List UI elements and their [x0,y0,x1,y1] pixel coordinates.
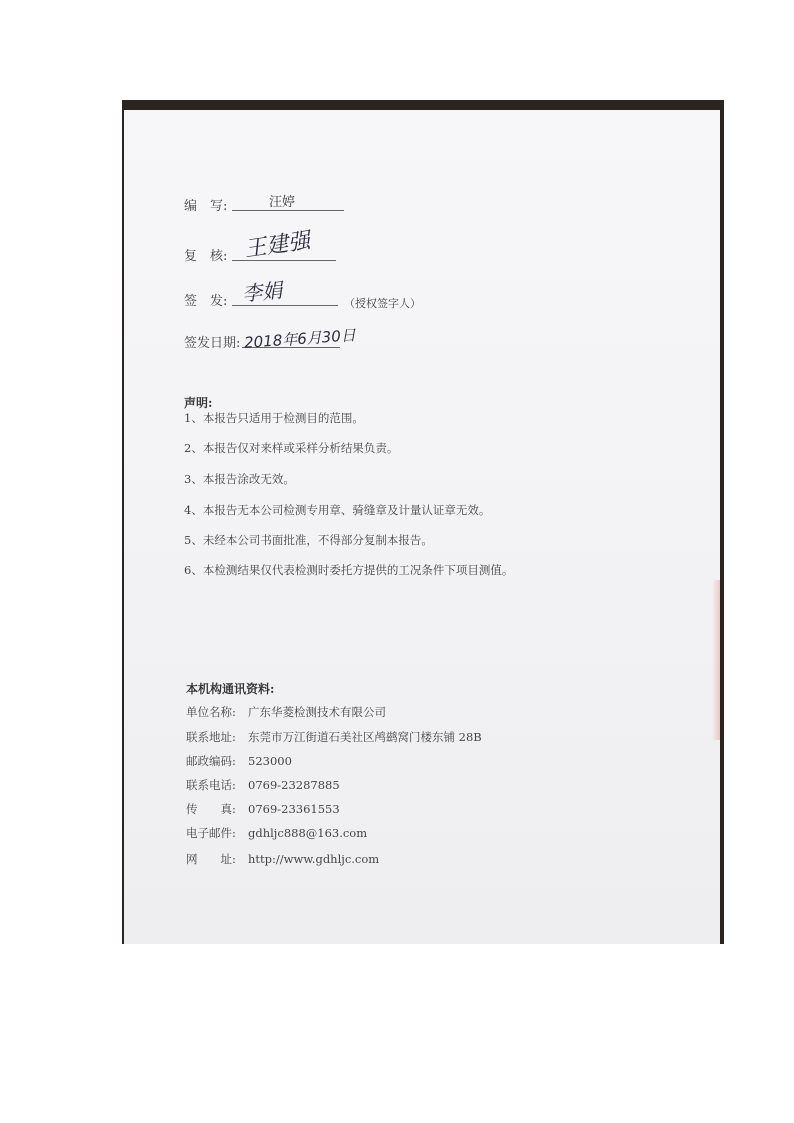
issuer-note: （授权签字人） [344,297,421,310]
document-photo [122,100,724,944]
seal-edge-mark [712,580,720,740]
contact-row [186,704,386,720]
issuer-label: 签 发: [184,294,228,309]
issuer-row [184,290,227,309]
contact-value: 广东华菱检测技术有限公司 [248,705,386,719]
contact-value: 0769-23287885 [248,778,340,792]
contact-value: 523000 [248,754,292,768]
contact-label: 单位名称: [186,705,236,719]
contact-row [186,825,367,841]
contact-label: 电子邮件: [186,826,236,840]
contact-title: 本机构通讯资料: [186,682,275,696]
contact-row [186,729,482,745]
editor-name: 汪婷 [269,195,296,210]
reviewer-row [184,245,227,264]
statement-item-2: 2、本报告仅对来样或采样分析结果负责。 [184,441,399,455]
contact-value: http://www.gdhljc.com [248,852,380,866]
statement-item-5: 5、未经本公司书面批准，不得部分复制本报告。 [184,533,433,547]
contact-label: 联系电话: [186,778,236,792]
editor-line [232,210,344,211]
statement-item-4: 4、本报告无本公司检测专用章、骑缝章及计量认证章无效。 [184,503,491,517]
reviewer-label: 复 核: [184,249,228,264]
contact-value: gdhljc888@163.com [248,826,368,840]
contact-row [186,777,340,793]
editor-label: 编 写: [184,199,228,214]
statement-title: 声明: [184,396,213,410]
statement-item-3: 3、本报告涂改无效。 [184,472,295,486]
contact-value: 0769-23361553 [248,802,340,816]
contact-value: 东莞市万江街道石美社区鸬鹚窝门楼东铺 28B [248,730,482,744]
contact-label: 邮政编码: [186,754,236,768]
report-page [124,110,720,944]
contact-label: 传 真: [186,802,236,816]
issue-date-label: 签发日期: [184,336,241,351]
contact-label: 网 址: [186,852,236,866]
issue-date-row [184,332,240,351]
issue-date-handwritten: 2018年6月30日 [243,326,357,352]
statement-item-6: 6、本检测结果仅代表检测时委托方提供的工况条件下项目测值。 [184,563,514,577]
editor-row [184,195,227,214]
reviewer-signature: 王建强 [242,228,312,263]
issuer-signature: 李娟 [241,277,284,307]
contact-row [186,801,340,817]
contact-label: 联系地址: [186,730,236,744]
contact-row [186,753,292,769]
contact-row [186,851,379,867]
statement-item-1: 1、本报告只适用于检测目的范围。 [184,411,364,425]
